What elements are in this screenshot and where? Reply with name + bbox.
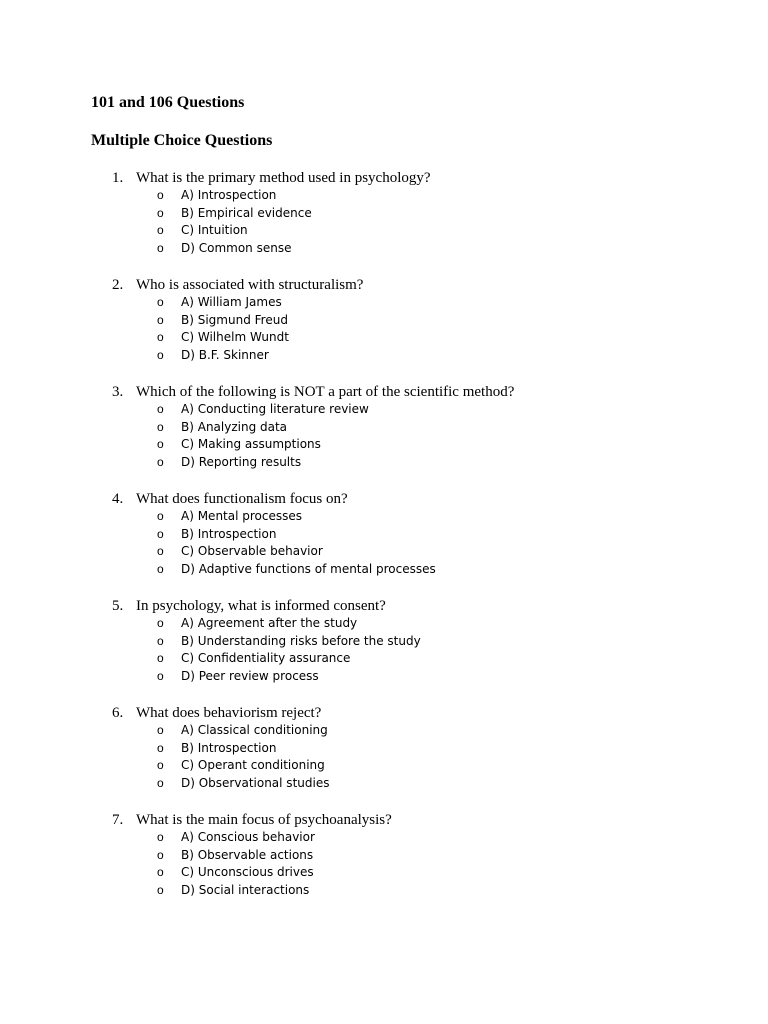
option-text: A) Introspection: [181, 188, 277, 202]
bullet-icon: o: [157, 865, 164, 880]
question-item: [0, 811, 768, 918]
bullet-icon: o: [157, 723, 164, 737]
option-text: A) Conscious behavior: [181, 830, 315, 844]
question-number: 3.: [112, 384, 124, 400]
option-text: A) Agreement after the study: [181, 616, 358, 630]
option-text: B) Understanding risks before the study: [181, 633, 421, 648]
question-number: 2.: [112, 277, 124, 293]
question-text: What is the primary method used in psychology?: [136, 170, 431, 186]
bullet-icon: o: [157, 295, 164, 309]
option-text: A) Mental processes: [181, 509, 303, 523]
question-text: What does behaviorism reject?: [136, 705, 322, 721]
question-item: [0, 704, 768, 811]
bullet-icon: o: [157, 526, 164, 541]
option-text: D) Social interactions: [181, 883, 310, 898]
option-text: C) Making assumptions: [181, 437, 321, 452]
bullet-icon: o: [157, 455, 164, 470]
bullet-icon: o: [157, 188, 164, 202]
option-text: D) Peer review process: [181, 669, 319, 684]
bullet-icon: o: [157, 205, 164, 220]
bullet-icon: o: [157, 348, 164, 363]
option-text: B) Empirical evidence: [181, 205, 312, 220]
question-item: [0, 276, 768, 383]
bullet-icon: o: [157, 402, 164, 416]
question-number: 6.: [112, 705, 124, 721]
question-item: [0, 597, 768, 704]
question-number: 1.: [112, 170, 124, 186]
option-text: D) Reporting results: [181, 455, 302, 470]
option-text: C) Intuition: [181, 223, 248, 238]
option-text: A) Conducting literature review: [181, 402, 369, 416]
option-text: D) Observational studies: [181, 776, 330, 791]
question-text: Which of the following is NOT a part of the scientific method?: [136, 384, 515, 400]
bullet-icon: o: [157, 776, 164, 791]
option-text: C) Confidentiality assurance: [181, 651, 351, 666]
bullet-icon: o: [157, 847, 164, 862]
option-text: B) Observable actions: [181, 847, 314, 862]
question-item: [0, 383, 768, 490]
bullet-icon: o: [157, 883, 164, 898]
question-text: What does functionalism focus on?: [136, 491, 348, 507]
question-text: What is the main focus of psychoanalysis?: [136, 812, 392, 828]
bullet-icon: o: [157, 544, 164, 559]
question-text: In psychology, what is informed consent?: [136, 598, 386, 614]
bullet-icon: o: [157, 419, 164, 434]
question-number: 4.: [112, 491, 124, 507]
bullet-icon: o: [157, 758, 164, 773]
bullet-icon: o: [157, 509, 164, 523]
option-text: B) Analyzing data: [181, 419, 288, 434]
bullet-icon: o: [157, 330, 164, 345]
document-title: 101 and 106 Questions: [91, 94, 245, 111]
option-text: D) B.F. Skinner: [181, 348, 269, 363]
question-item: [0, 169, 768, 276]
option-text: D) Common sense: [181, 241, 292, 256]
section-title: Multiple Choice Questions: [91, 132, 273, 149]
bullet-icon: o: [157, 312, 164, 327]
bullet-icon: o: [157, 616, 164, 630]
option-text: C) Unconscious drives: [181, 865, 314, 880]
question-text: Who is associated with structuralism?: [136, 277, 364, 293]
bullet-icon: o: [157, 562, 164, 577]
option-text: A) Classical conditioning: [181, 723, 328, 737]
bullet-icon: o: [157, 241, 164, 256]
option-text: C) Operant conditioning: [181, 758, 325, 773]
bullet-icon: o: [157, 830, 164, 844]
question-item: [0, 490, 768, 597]
option-text: B) Sigmund Freud: [181, 312, 288, 327]
option-text: C) Wilhelm Wundt: [181, 330, 289, 345]
bullet-icon: o: [157, 669, 164, 684]
bullet-icon: o: [157, 223, 164, 238]
option-text: B) Introspection: [181, 740, 277, 755]
bullet-icon: o: [157, 651, 164, 666]
option-text: A) William James: [181, 295, 282, 309]
option-text: D) Adaptive functions of mental processes: [181, 562, 436, 577]
question-number: 7.: [112, 812, 124, 828]
bullet-icon: o: [157, 437, 164, 452]
question-list: [0, 169, 768, 918]
option-text: C) Observable behavior: [181, 544, 323, 559]
option-text: B) Introspection: [181, 526, 277, 541]
bullet-icon: o: [157, 740, 164, 755]
question-number: 5.: [112, 598, 124, 614]
bullet-icon: o: [157, 633, 164, 648]
